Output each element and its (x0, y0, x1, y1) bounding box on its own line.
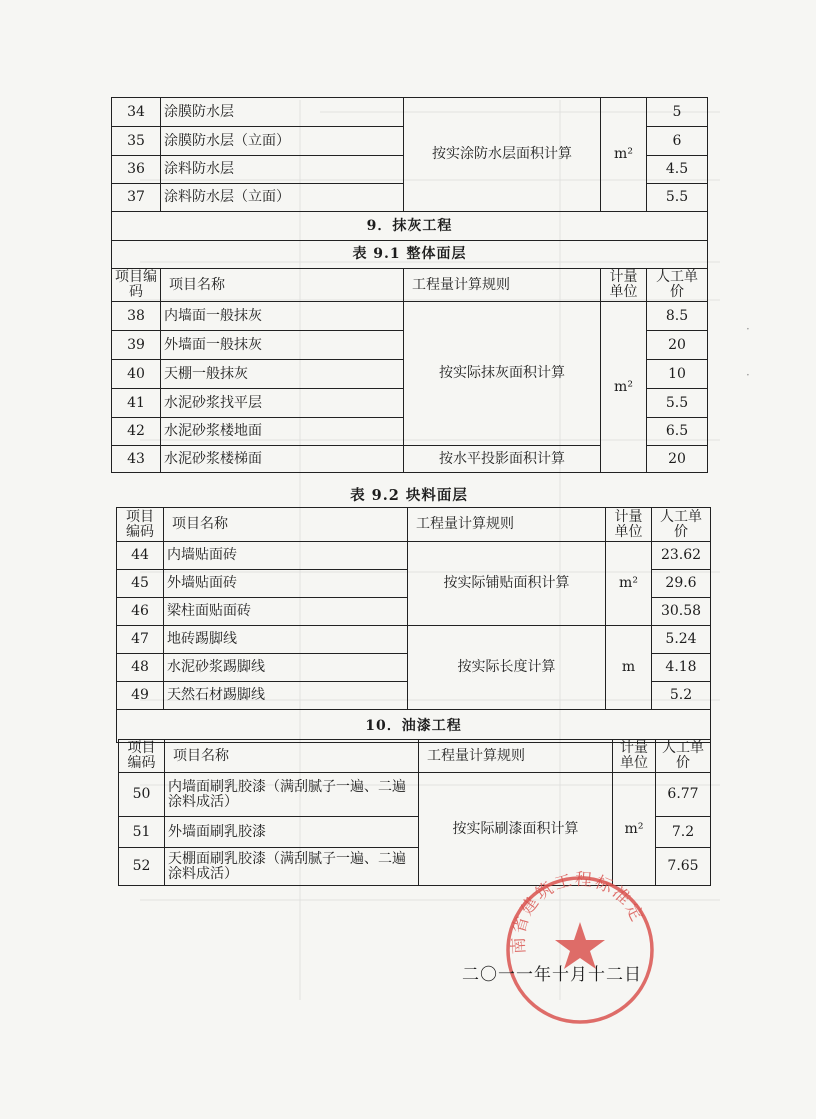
labor-price: 6.77 (656, 773, 711, 817)
calc-rule: 按实际抹灰面积计算 (404, 302, 601, 446)
item-name: 水泥砂浆楼地面 (161, 418, 404, 446)
labor-price: 5.2 (652, 682, 711, 710)
item-code: 34 (112, 98, 161, 127)
item-code: 39 (112, 331, 161, 360)
item-code: 37 (112, 184, 161, 212)
header-unit: 计量单位 (606, 508, 652, 542)
item-name: 天棚面刷乳胶漆（满刮腻子一遍、二遍涂料成活） (165, 848, 419, 886)
header-price: 人工单价 (647, 269, 708, 302)
unit: m (606, 626, 652, 710)
header-code: 项目编码 (119, 740, 165, 773)
header-rule: 工程量计算规则 (408, 508, 606, 542)
labor-price: 5.5 (647, 389, 708, 418)
official-seal (500, 870, 660, 1030)
unit: m² (613, 773, 656, 886)
item-name: 涂膜防水层 (161, 98, 404, 127)
header-rule: 工程量计算规则 (404, 269, 601, 302)
section-heading-row (112, 212, 708, 241)
header-price: 人工单价 (652, 508, 711, 542)
item-code: 38 (112, 302, 161, 331)
table-row (117, 542, 711, 570)
section-10-title: 10．油漆工程 (117, 710, 711, 743)
item-name: 外墙贴面砖 (164, 570, 408, 598)
unit: m² (606, 542, 652, 626)
document-date: 二〇一一年十月十二日 (462, 965, 642, 985)
item-code: 40 (112, 360, 161, 389)
header-name: 项目名称 (165, 740, 419, 773)
item-code: 48 (117, 654, 164, 682)
item-name: 涂膜防水层（立面） (161, 127, 404, 156)
labor-price: 20 (647, 446, 708, 473)
labor-price: 10 (647, 360, 708, 389)
labor-price: 4.18 (652, 654, 711, 682)
item-code: 45 (117, 570, 164, 598)
item-code: 47 (117, 626, 164, 654)
unit: m² (601, 302, 647, 473)
item-name: 梁柱面贴面砖 (164, 598, 408, 626)
item-code: 41 (112, 389, 161, 418)
scan-speck: · (746, 368, 750, 382)
header-code: 项目编码 (117, 508, 164, 542)
item-code: 44 (117, 542, 164, 570)
header-unit: 计量单位 (613, 740, 656, 773)
item-name: 内墙贴面砖 (164, 542, 408, 570)
item-code: 49 (117, 682, 164, 710)
header-unit: 计量单位 (601, 269, 647, 302)
labor-price: 23.62 (652, 542, 711, 570)
header-price: 人工单价 (656, 740, 711, 773)
table-title-row (112, 241, 708, 269)
section-heading-row (117, 710, 711, 743)
labor-price: 6.5 (647, 418, 708, 446)
labor-price: 20 (647, 331, 708, 360)
header-row (117, 508, 711, 542)
item-name: 涂料防水层 (161, 156, 404, 184)
calc-rule: 按实涂防水层面积计算 (404, 98, 601, 212)
item-code: 52 (119, 848, 165, 886)
item-name: 外墙面刷乳胶漆 (165, 817, 419, 848)
table-9-1-title: 表 9.1 整体面层 (112, 241, 708, 269)
item-name: 天棚一般抹灰 (161, 360, 404, 389)
header-row (119, 740, 711, 773)
labor-price: 7.65 (656, 848, 711, 886)
table-row (119, 773, 711, 817)
table-row (112, 98, 708, 127)
labor-price: 4.5 (647, 156, 708, 184)
calc-rule: 按水平投影面积计算 (404, 446, 601, 473)
item-code: 50 (119, 773, 165, 817)
labor-price: 30.58 (652, 598, 711, 626)
item-name: 天然石材踢脚线 (164, 682, 408, 710)
calc-rule: 按实际长度计算 (408, 626, 606, 710)
item-name: 水泥砂浆踢脚线 (164, 654, 408, 682)
item-code: 42 (112, 418, 161, 446)
item-name: 水泥砂浆找平层 (161, 389, 404, 418)
item-name: 水泥砂浆楼梯面 (161, 446, 404, 473)
scan-speck: · (746, 322, 750, 336)
paint-table (118, 739, 711, 886)
unit: m² (601, 98, 647, 212)
section-9-title: 9．抹灰工程 (112, 212, 708, 241)
labor-price: 8.5 (647, 302, 708, 331)
calc-rule: 按实际刷漆面积计算 (419, 773, 613, 886)
labor-price: 7.2 (656, 817, 711, 848)
header-row (112, 269, 708, 302)
item-name: 内墙面一般抹灰 (161, 302, 404, 331)
item-code: 51 (119, 817, 165, 848)
waterproof-table (111, 97, 708, 473)
header-name: 项目名称 (164, 508, 408, 542)
table-row (112, 302, 708, 331)
calc-rule: 按实际铺贴面积计算 (408, 542, 606, 626)
header-code: 项目编码 (112, 269, 161, 302)
svg-text:南省建筑工程标准定: 南省建筑工程标准定 (508, 870, 648, 955)
item-code: 35 (112, 127, 161, 156)
table-9-2-title: 表 9.2 块料面层 (350, 487, 468, 504)
item-code: 36 (112, 156, 161, 184)
labor-price: 5 (647, 98, 708, 127)
item-name: 地砖踢脚线 (164, 626, 408, 654)
item-name: 涂料防水层（立面） (161, 184, 404, 212)
item-code: 43 (112, 446, 161, 473)
labor-price: 29.6 (652, 570, 711, 598)
item-name: 外墙面一般抹灰 (161, 331, 404, 360)
table-row (117, 626, 711, 654)
item-name: 内墙面刷乳胶漆（满刮腻子一遍、二遍涂料成活） (165, 773, 419, 817)
labor-price: 5.24 (652, 626, 711, 654)
header-rule: 工程量计算规则 (419, 740, 613, 773)
header-name: 项目名称 (161, 269, 404, 302)
labor-price: 6 (647, 127, 708, 156)
labor-price: 5.5 (647, 184, 708, 212)
tile-table (116, 507, 711, 743)
item-code: 46 (117, 598, 164, 626)
